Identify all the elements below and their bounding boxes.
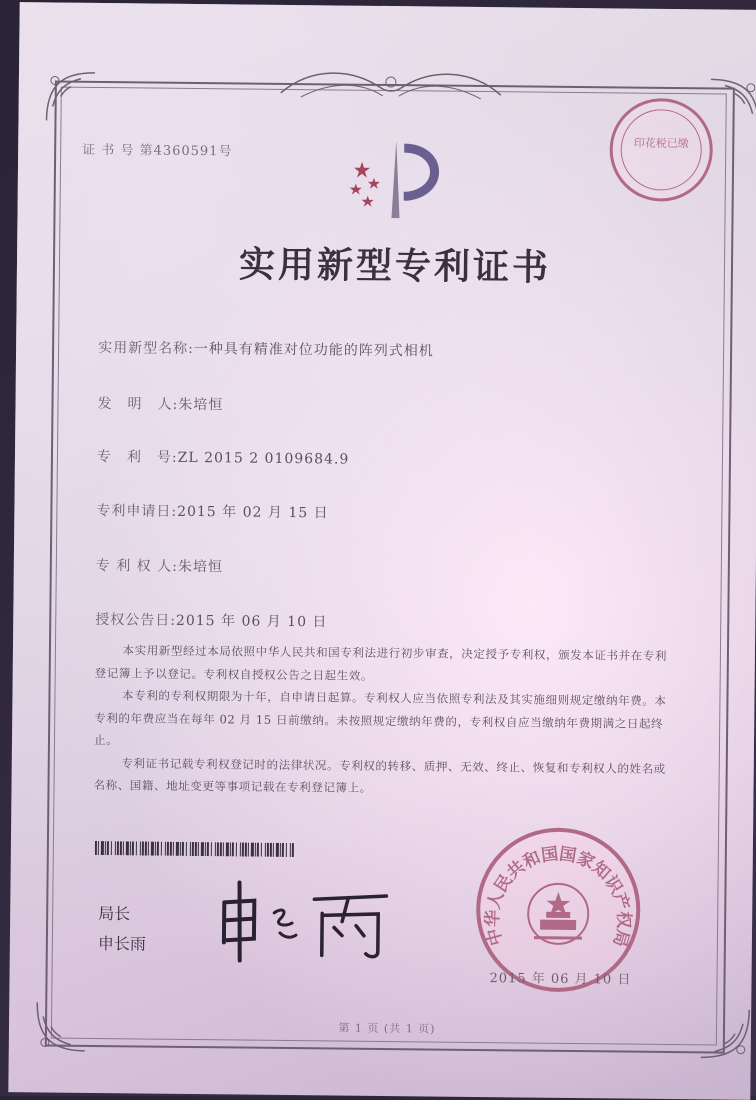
announcement-date <box>95 609 327 631</box>
patent-number-value: ZL 2015 2 0109684.9 <box>177 449 350 468</box>
filing-date-value: 2015 年 02 月 15 日 <box>177 503 329 522</box>
inventor <box>97 393 223 414</box>
director-title: 局长 <box>98 904 131 924</box>
seal-arc-text: 中华人民共和国国家知识产权局 <box>482 844 634 950</box>
body-paragraph: 本实用新型经过本局依照中华人民共和国专利法进行初步审查，决定授予专利权，颁发本证书并在专利登记簿上予以登记。专利权自授权公告之日起生效。 <box>94 643 668 683</box>
director-signature <box>210 872 401 964</box>
top-center-ornament <box>271 63 511 108</box>
certificate-body <box>93 639 677 803</box>
body-paragraph: 专利证书记载专利权登记时的法律状况。专利权的转移、质押、无效、终止、恢复和专利权人的姓名或名称、国籍、地址变更等事项记载在专利登记簿上。 <box>93 755 666 795</box>
certificate-number-label: 证 书 号 <box>82 142 135 159</box>
certificate-paper <box>8 2 756 1100</box>
certificate-title: 实用新型专利证书 <box>238 243 552 289</box>
inventor-label: 发 明 人: <box>97 395 179 413</box>
announcement-date-label: 授权公告日: <box>95 611 177 629</box>
certificate-number <box>82 139 233 160</box>
inventor-value: 朱培恒 <box>178 396 224 414</box>
utility-model-name-value: 一种具有精准对位功能的阵列式相机 <box>193 340 434 360</box>
patentee-label: 专 利 权 人: <box>95 557 178 575</box>
utility-model-name-label: 实用新型名称: <box>98 339 194 357</box>
certificate-number-value: 第4360591号 <box>139 143 233 160</box>
barcode <box>95 841 295 857</box>
announcement-date-value: 2015 年 06 月 10 日 <box>175 612 328 631</box>
filing-date <box>96 500 328 522</box>
stamp-duty-seal <box>606 94 717 205</box>
patentee <box>96 555 223 576</box>
utility-model-name <box>98 337 434 361</box>
patentee-value: 朱培恒 <box>177 558 223 576</box>
corner-ornament-top-left <box>40 66 101 127</box>
stamp-duty-seal-text: 印花税已缴 <box>633 136 689 151</box>
director-name: 申长雨 <box>97 934 146 954</box>
patent-number-label: 专 利 号: <box>96 448 178 466</box>
page-number: 第 1 页 (共 1 页) <box>338 1021 436 1036</box>
seal-date: 2015 年 06 月 10 日 <box>489 971 632 988</box>
patent-number <box>97 446 350 469</box>
patent-office-logo-icon <box>333 133 454 222</box>
body-paragraph: 本专利的专利权期限为十年，自申请日起算。专利权人应当依照专利法及其实施细则规定缴纳年费。本专利的年费应当在每年 02 月 15 日前缴纳。未按照规定缴纳年费的，专利权自应当缴纳年费期满之日起终止。 <box>93 688 667 748</box>
filing-date-label: 专利申请日: <box>96 502 178 520</box>
